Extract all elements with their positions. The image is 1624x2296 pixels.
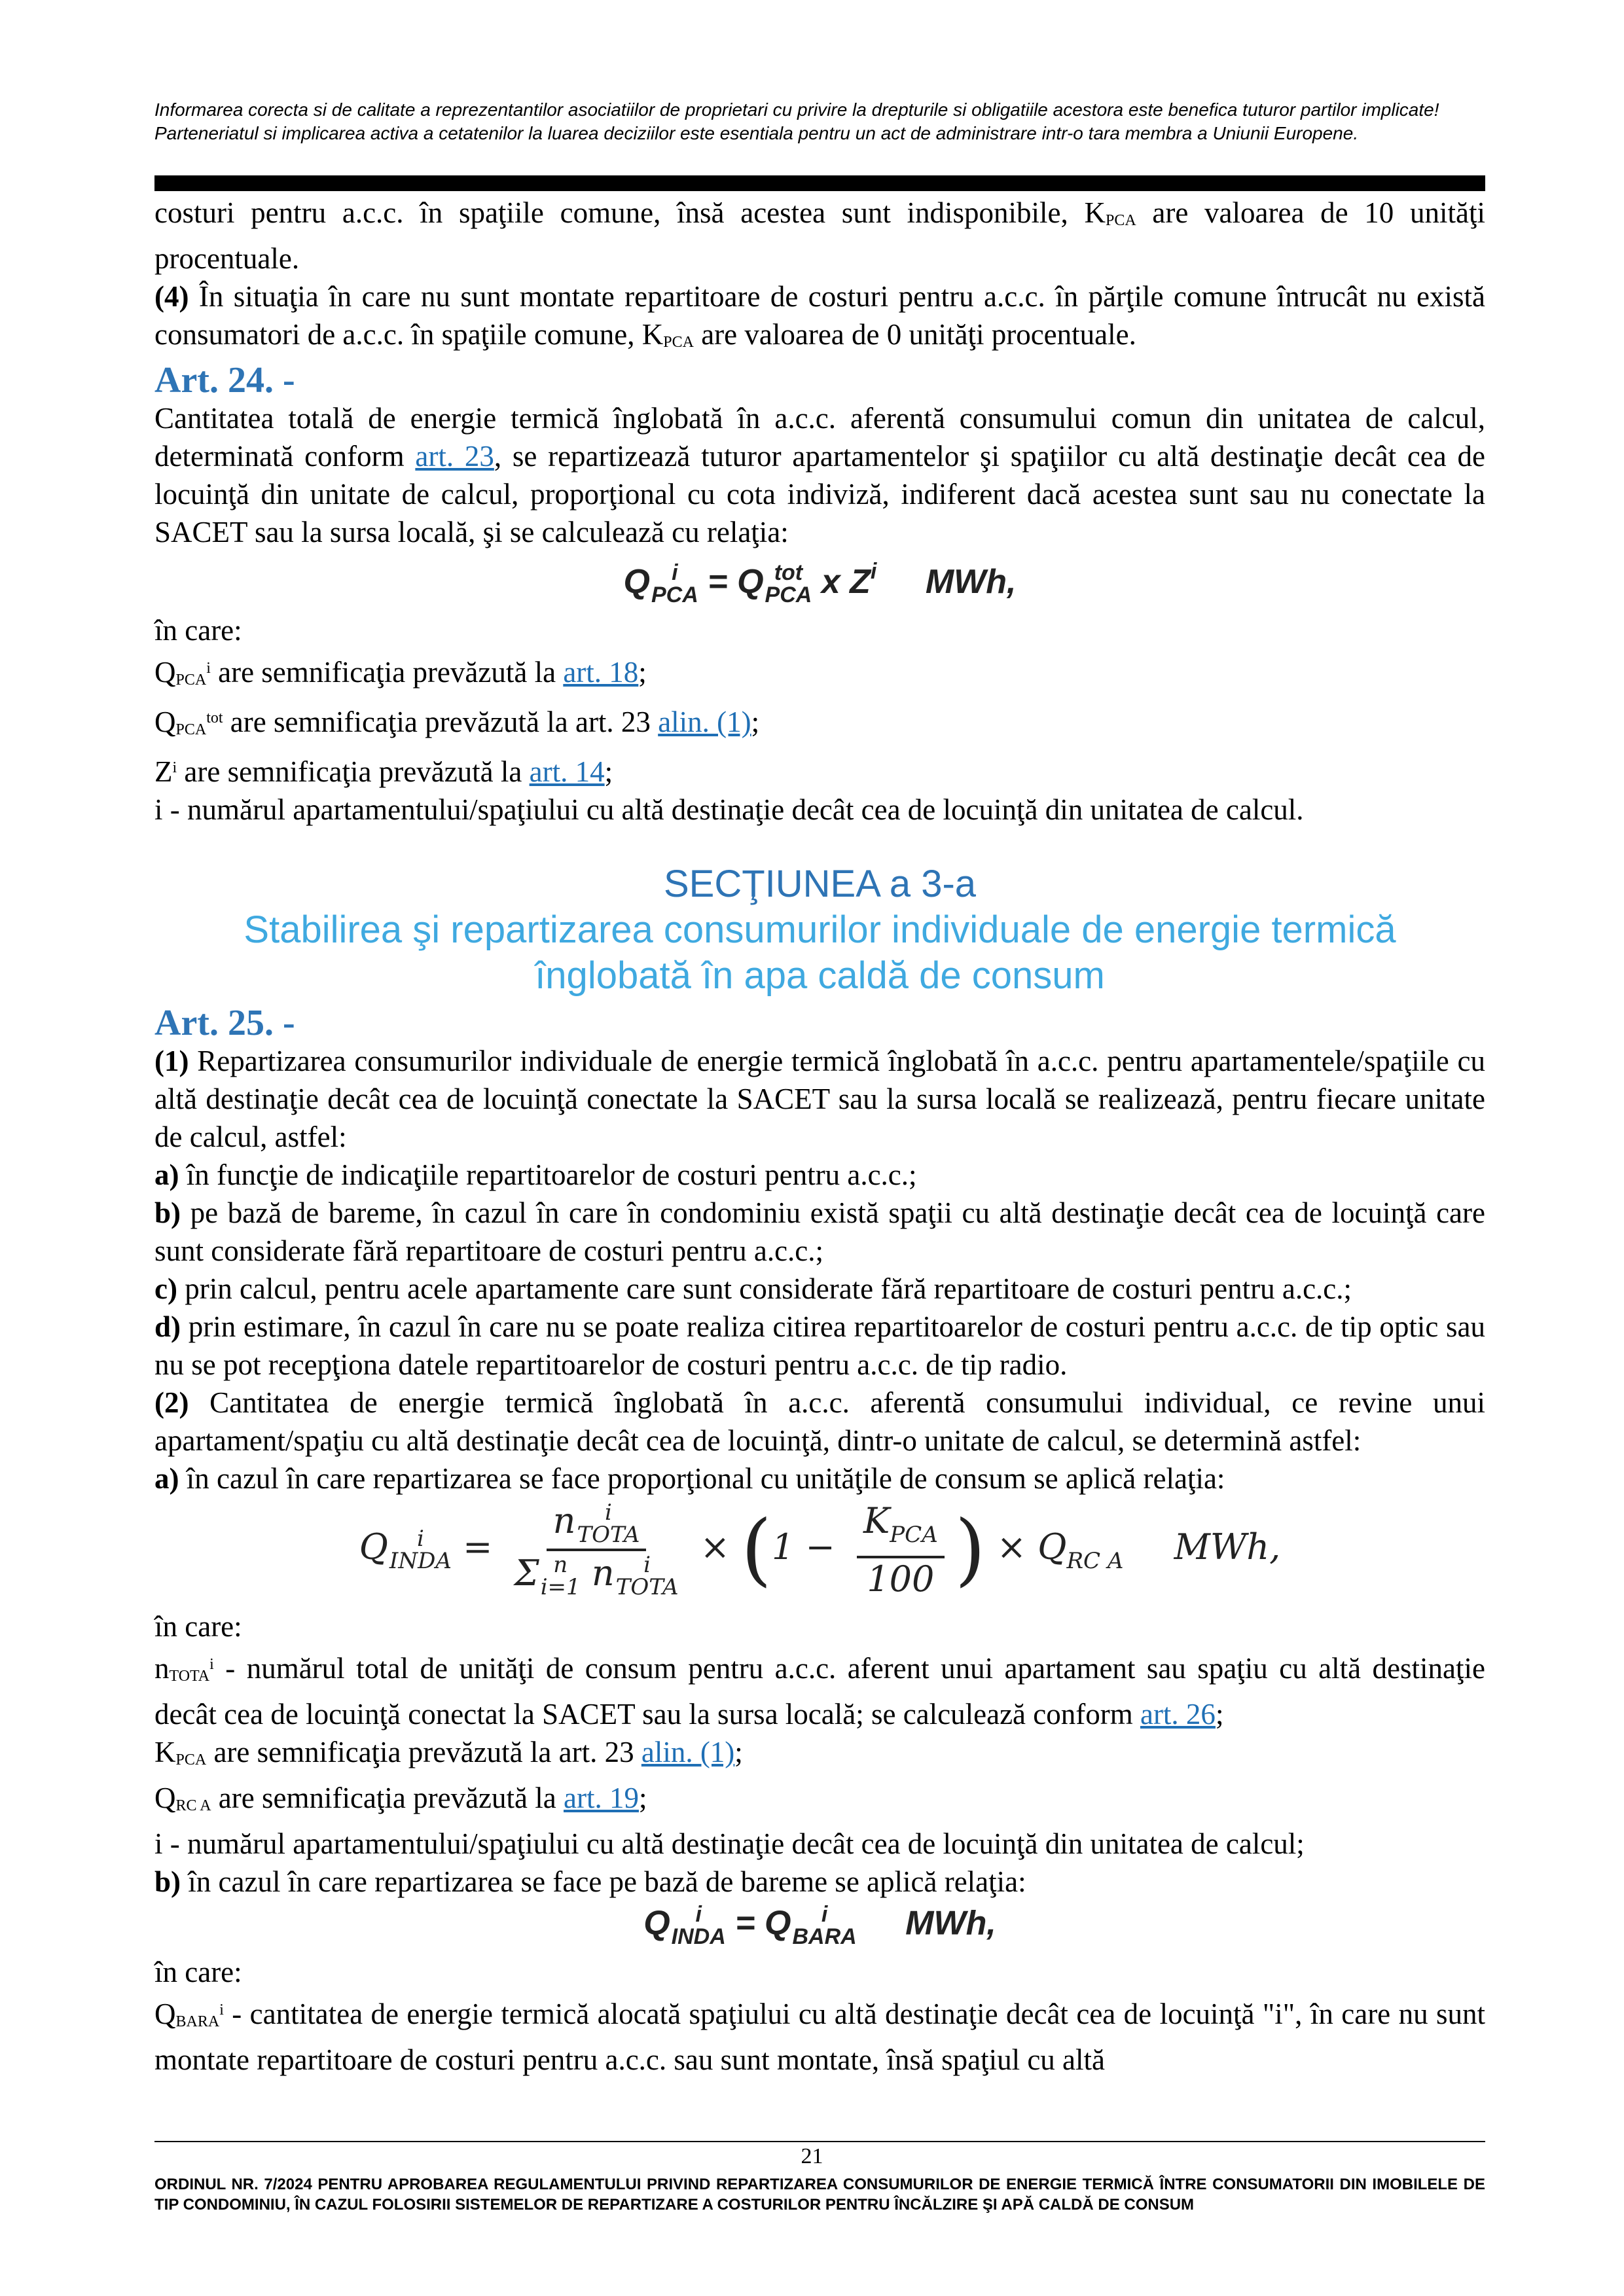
- link-alin-1-b[interactable]: alin. (1): [641, 1736, 735, 1769]
- definition-i-2: i - numărul apartamentului/spaţiului cu altă destinaţie decât cea de locuinţă din unitatea de calcul;: [154, 1827, 1305, 1861]
- definition-i: i - numărul apartamentului/spaţiului cu altă destinaţie decât cea de locuinţă din unitatea de calcul.: [154, 793, 1304, 827]
- header-rule: [154, 175, 1485, 191]
- footer-rule: [154, 2141, 1485, 2142]
- formula-pca: Q i PCA = Q tot PCA x $Z^i$ MWh,: [623, 559, 1017, 608]
- section-subtitle-line-1: Stabilirea şi repartizarea consumurilor individuale de energie termică: [244, 908, 1396, 952]
- list-item-b: b) pe bază de bareme, în cazul în care în condominiu există spaţii cu altă destinaţie decât cea de locuinţă care sunt considerate fără repartitoare de costuri pentru a.c.c.;: [154, 1196, 1485, 1268]
- paragraph-4: (4) În situaţia în care nu sunt montate repartitoare de costuri pentru a.c.c. în părţile comune întrucât nu există consumatori de a.c.c. în spaţiile comune, $K_{PCA}$ are valoarea de 0 unităţi procentuale.: [154, 280, 1485, 351]
- definition-ntota: $n_{TOTA}^i$ - numărul total de unităţi de consum pentru a.c.c. aferent unui apartament sau spaţiu cu altă destinaţie decât cea de locuinţă conectat la SACET sau la sursa locală; se calculează conform art. 26;: [154, 1652, 1485, 1731]
- link-alin-1[interactable]: alin. (1): [658, 706, 751, 739]
- definition-qrca: $Q_{RC A}$ are semnificaţia prevăzută la art. 19;: [154, 1782, 647, 1815]
- article-25-title: Art. 25. -: [154, 1003, 295, 1044]
- paragraph-continued: costuri pentru a.c.c. în spaţiile comune, însă acestea sunt indisponibile, $K_{PCA}$ are valoarea de 10 unităţi procentuale.: [154, 196, 1485, 275]
- in-care-label-2: în care:: [154, 1610, 242, 1643]
- list-item-2a: a) în cazul în care repartizarea se face proporţional cu unităţile de consum se aplică relaţia:: [154, 1462, 1225, 1496]
- document-body: [154, 194, 1485, 2079]
- page-header: Informarea corecta si de calitate a reprezentantilor asociatiilor de proprietari cu privire la drepturile si obligatiile acestora este benefica tuturor partilor implicate! Parteneriatul si implicarea activa a cetatenilor la luarea deciziilor este esentiala pentru un act de administrare intr-o tara membra a Uniunii Europene.: [154, 99, 1439, 143]
- article-25-paragraph-1: (1) Repartizarea consumurilor individuale de energie termică înglobată în a.c.c. pentru apartamentele/spaţiile cu altă destinaţie decât cea de locuinţă conectate la SACET sau la sursa locală se realizează, pentru fiecare unitate de calcul, astfel:: [154, 1045, 1485, 1154]
- formula-inda-bareme: Q i INDA = Q i BARA MWh,: [643, 1902, 996, 1950]
- list-item-2b: b) în cazul în care repartizarea se face pe bază de bareme se aplică relaţia:: [154, 1865, 1026, 1899]
- definition-qpca-i: $Q_{PCA}^i$ are semnificaţia prevăzută la art. 18;: [154, 656, 647, 689]
- article-25-paragraph-2: (2) Cantitatea de energie termică înglobată în a.c.c. aferentă consumului individual, ce revine unui apartament/spaţiu cu altă destinaţie decât cea de locuinţă, dintr-o unitate de calcul, se determină astfel:: [154, 1386, 1485, 1458]
- definition-kpca: $K_{PCA}$ are semnificaţia prevăzută la art. 23 alin. (1);: [154, 1736, 743, 1769]
- list-item-d: d) prin estimare, în cazul în care nu se poate realiza citirea repartitoarelor de costuri pentru a.c.c. de tip optic sau nu se pot recepţiona datele repartitoarelor de costuri pentru a.c.c. de tip radio.: [154, 1310, 1485, 1382]
- in-care-label-3: în care:: [154, 1956, 242, 1989]
- in-care-label: în care:: [154, 614, 242, 647]
- link-art-23[interactable]: art. 23: [415, 440, 494, 473]
- definition-qpca-tot: $Q_{PCA}^{tot}$ are semnificaţia prevăzută la art. 23 alin. (1);: [154, 706, 760, 739]
- link-art-19[interactable]: art. 19: [563, 1782, 639, 1815]
- page-number: 21: [801, 2144, 823, 2168]
- link-art-14[interactable]: art. 14: [529, 755, 605, 789]
- article-24-text: Cantitatea totală de energie termică înglobată în a.c.c. aferentă consumului comun din unitatea de calcul, determinată conform art. 23, se repartizează tuturor apartamentelor şi spaţiilor cu altă destinaţie decât cea de locuinţă din unitate de calcul, proporţional cu cota indiviză, indiferent dacă acestea sunt sau nu conectate la SACET sau la sursa locală, şi se calculează cu relaţia:: [154, 402, 1485, 548]
- page-footer: ORDINUL NR. 7/2024 PENTRU APROBAREA REGULAMENTULUI PRIVIND REPARTIZAREA CONSUMURILOR DE ENERGIE TERMICĂ ÎNTRE CONSUMATORII DIN IMOBILELE DE TIP CONDOMINIU, ÎN CAZUL FOLOSIRII SISTEMELOR DE REPARTIZARE A COSTURILOR PENTRU ÎNCĂLZIRE ŞI APĂ CALDĂ DE CONSUM: [154, 2176, 1485, 2214]
- definition-z-i: $Z^i$ are semnificaţia prevăzută la art. 14;: [154, 755, 613, 789]
- formula-inda-proportional: Q i INDA = n i TOTA Σ n i=1 n i TOTA × (1 − $\frac{K_{PCA}}{100}$ ) × $Q_{RC A}$ MWh,: [359, 1499, 1281, 1601]
- section-title: SECŢIUNEA a 3-a: [663, 863, 977, 906]
- definition-qbara: $Q_{BARA}^i$ - cantitatea de energie termică alocată spaţiului cu altă destinaţie decât cea de locuinţă "i", în care nu sunt montate repartitoare de costuri pentru a.c.c. sau sunt montate, însă spaţiul cu altă: [154, 1998, 1485, 2077]
- list-item-c: c) prin calcul, pentru acele apartamente care sunt considerate fără repartitoare de costuri pentru a.c.c.;: [154, 1272, 1352, 1306]
- section-subtitle-line-2: înglobată în apa caldă de consum: [535, 954, 1105, 997]
- list-item-a: a) în funcţie de indicaţiile repartitoarelor de costuri pentru a.c.c.;: [154, 1158, 917, 1192]
- article-24-title: Art. 24. -: [154, 360, 295, 401]
- link-art-18[interactable]: art. 18: [563, 656, 639, 689]
- link-art-26[interactable]: art. 26: [1140, 1698, 1216, 1731]
